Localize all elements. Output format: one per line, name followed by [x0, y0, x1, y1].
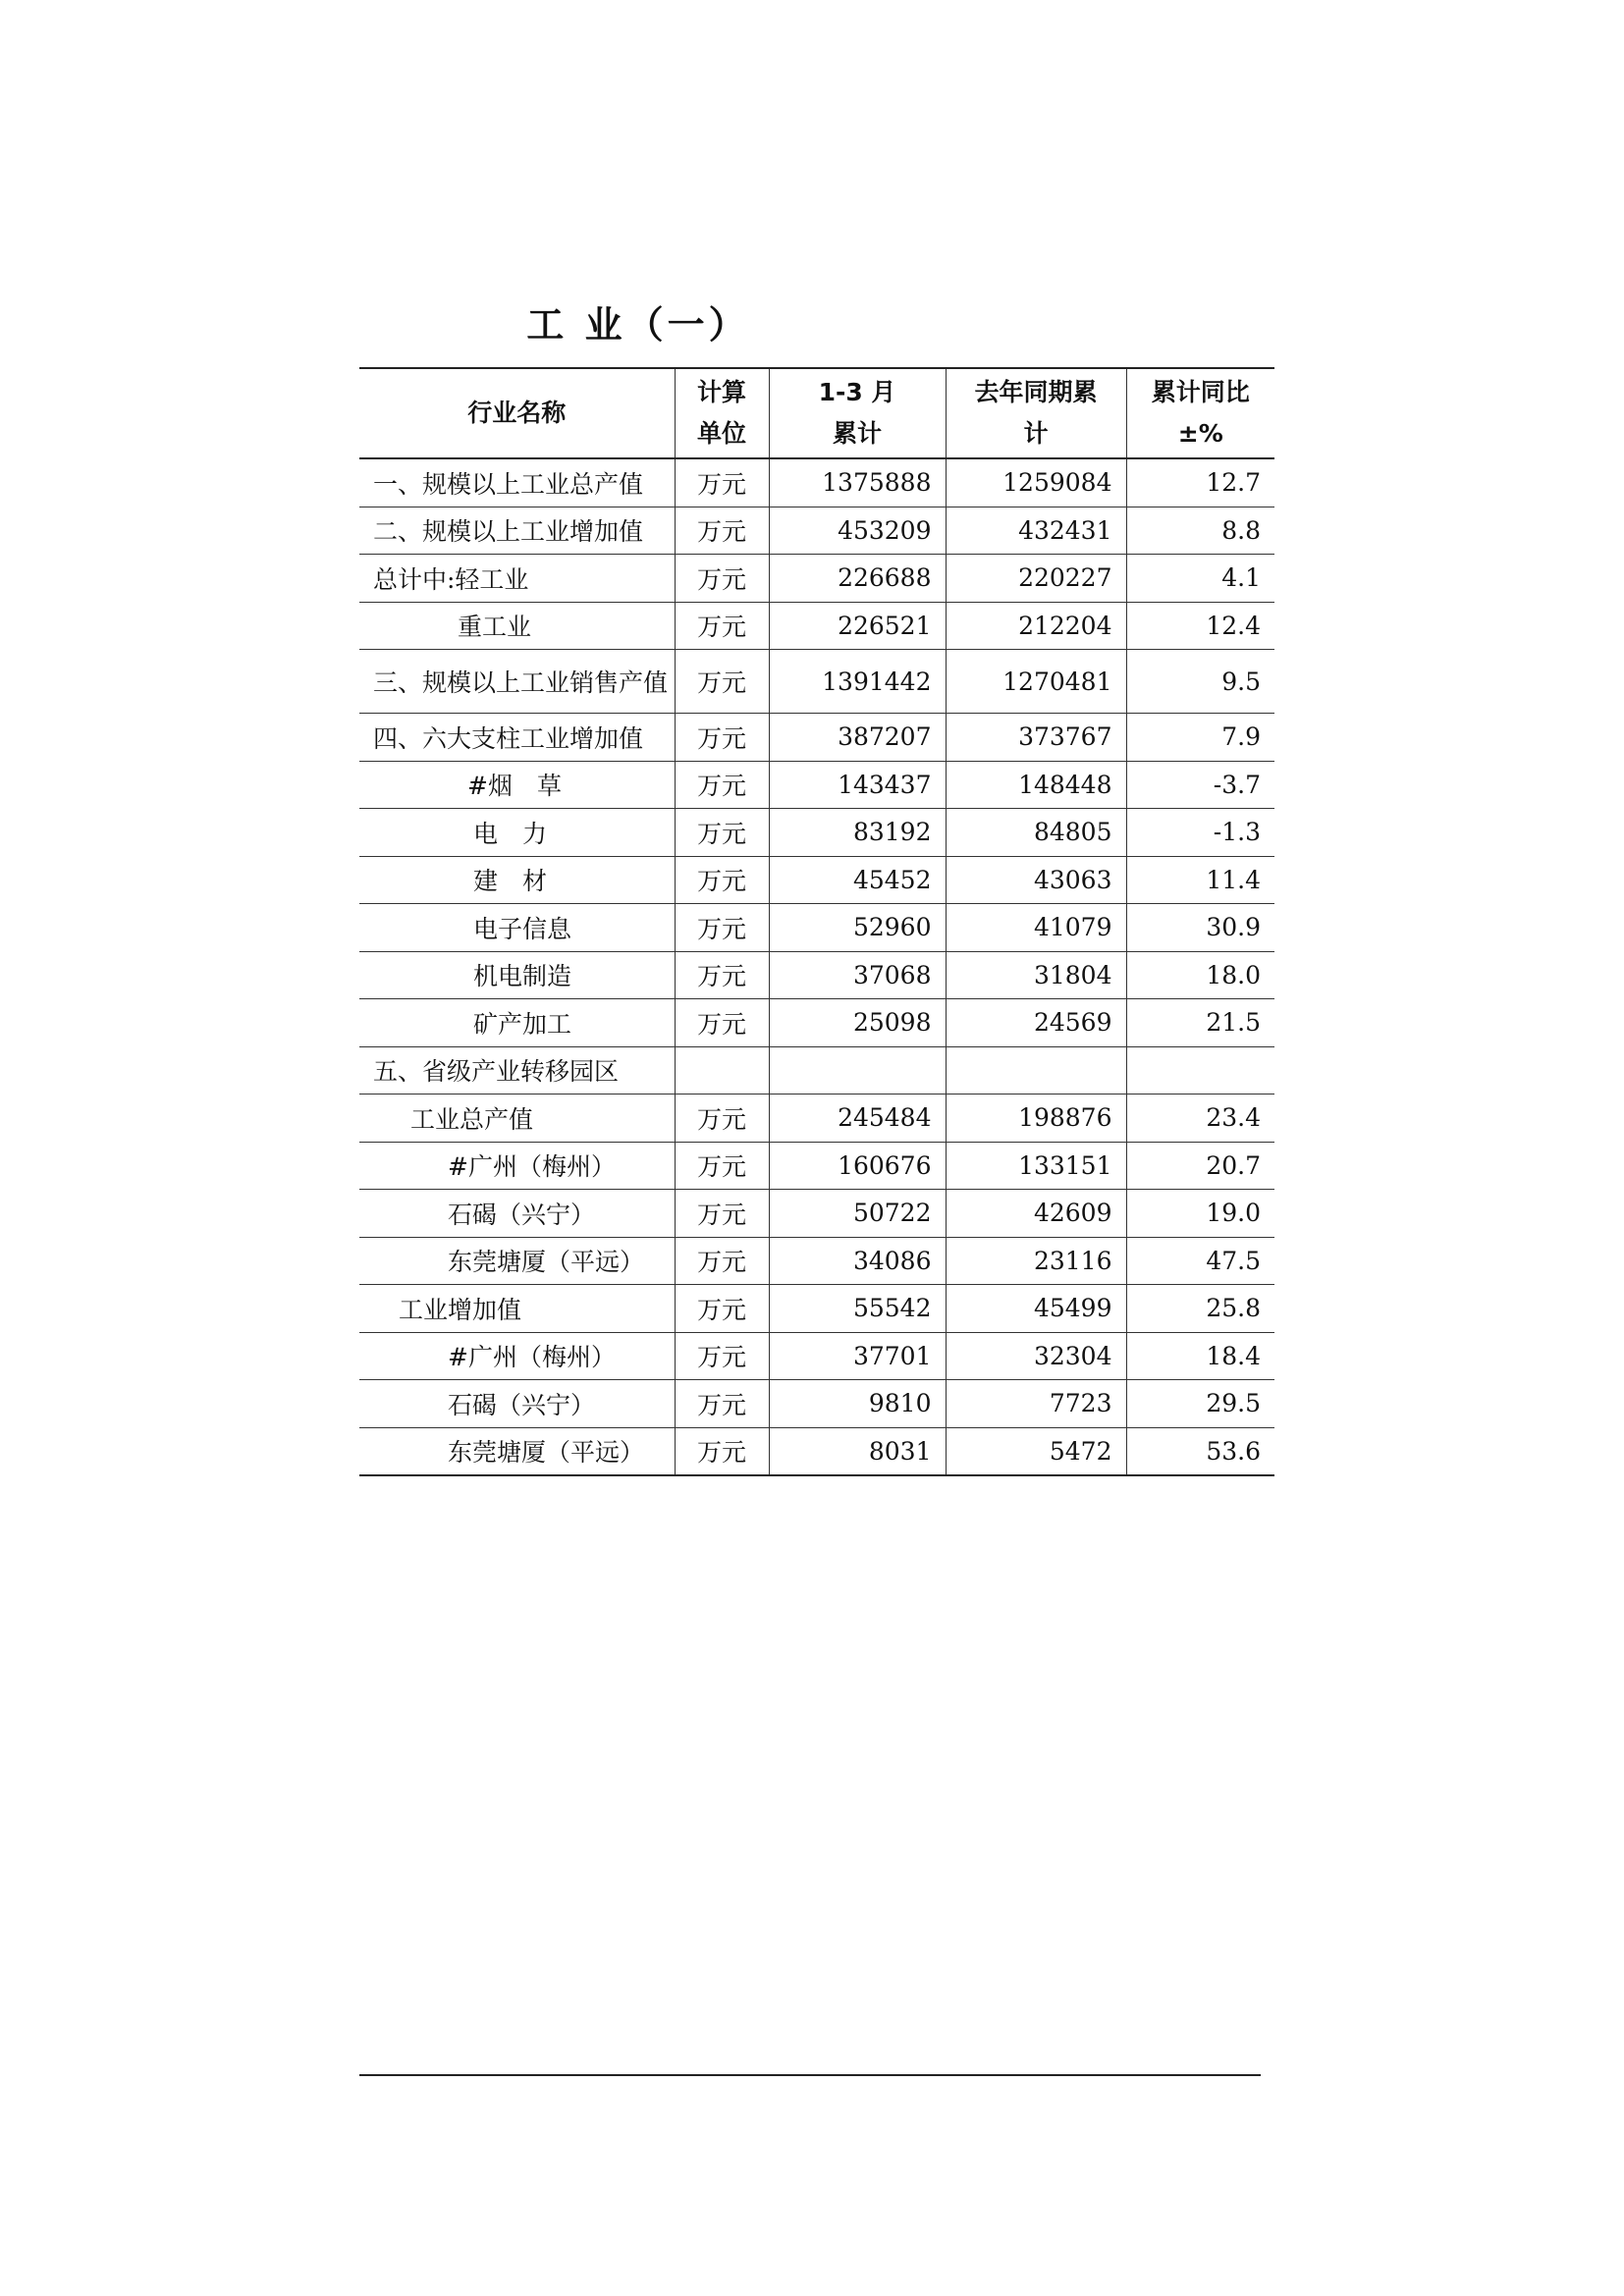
- row-current: 160676: [769, 1142, 946, 1190]
- row-unit: 万元: [675, 904, 769, 952]
- row-current: 1391442: [769, 650, 946, 714]
- table-row: [359, 1046, 1274, 1095]
- row-last-year: 41079: [946, 904, 1126, 952]
- row-unit: 万元: [675, 555, 769, 603]
- row-last-year: 7723: [946, 1380, 1126, 1428]
- row-last-year: 133151: [946, 1142, 1126, 1190]
- header-unit: [675, 368, 769, 458]
- table-row: [359, 1380, 1274, 1428]
- row-unit: 万元: [675, 650, 769, 714]
- row-name: 二、规模以上工业增加值: [359, 507, 675, 555]
- row-last-year: 42609: [946, 1190, 1126, 1238]
- row-current: 25098: [769, 999, 946, 1047]
- header-current-cumulative: [769, 368, 946, 458]
- row-change: 23.4: [1126, 1095, 1274, 1143]
- row-name: #广州（梅州）: [359, 1142, 675, 1190]
- page-title: 工 业（一）: [526, 303, 750, 347]
- row-change: 21.5: [1126, 999, 1274, 1047]
- row-name: 工业总产值: [359, 1095, 675, 1143]
- header-industry-name: [359, 368, 675, 458]
- row-change: 7.9: [1126, 714, 1274, 762]
- row-name: 建 材: [359, 856, 675, 904]
- row-current: 45452: [769, 856, 946, 904]
- row-last-year: 32304: [946, 1332, 1126, 1380]
- row-current: 37701: [769, 1332, 946, 1380]
- row-current: 50722: [769, 1190, 946, 1238]
- row-unit: 万元: [675, 809, 769, 857]
- row-change: 47.5: [1126, 1237, 1274, 1285]
- row-current: 143437: [769, 761, 946, 809]
- row-current: 55542: [769, 1285, 946, 1333]
- table-header-row: [359, 368, 1274, 458]
- header-change-line2: ±%: [1177, 419, 1223, 448]
- table-row: [359, 761, 1274, 809]
- table-row: [359, 714, 1274, 762]
- table-row: [359, 650, 1274, 714]
- header-change-line1: 累计同比: [1151, 378, 1250, 406]
- header-unit-line1: 计算: [696, 378, 746, 406]
- table-row: [359, 1332, 1274, 1380]
- row-unit: 万元: [675, 1142, 769, 1190]
- header-current-line1: 1-3 月: [818, 378, 896, 406]
- row-name: 三、规模以上工业销售产值: [359, 650, 675, 714]
- row-name: 重工业: [359, 602, 675, 650]
- row-last-year: 1259084: [946, 458, 1126, 507]
- row-current: 83192: [769, 809, 946, 857]
- table-row: [359, 809, 1274, 857]
- table-row: [359, 507, 1274, 555]
- row-name: #烟 草: [359, 761, 675, 809]
- footer-divider: [359, 2074, 1261, 2076]
- row-last-year: 1270481: [946, 650, 1126, 714]
- row-current: 245484: [769, 1095, 946, 1143]
- row-name: 四、六大支柱工业增加值: [359, 714, 675, 762]
- row-name: 东莞塘厦（平远）: [359, 1427, 675, 1475]
- row-unit: [675, 1046, 769, 1095]
- table-row: [359, 1190, 1274, 1238]
- row-change: 8.8: [1126, 507, 1274, 555]
- row-name: 电子信息: [359, 904, 675, 952]
- row-last-year: 198876: [946, 1095, 1126, 1143]
- row-name: 电 力: [359, 809, 675, 857]
- table-row: [359, 602, 1274, 650]
- row-unit: 万元: [675, 1237, 769, 1285]
- row-last-year: 432431: [946, 507, 1126, 555]
- row-last-year: 148448: [946, 761, 1126, 809]
- row-change: 12.7: [1126, 458, 1274, 507]
- row-name: 总计中:轻工业: [359, 555, 675, 603]
- row-unit: 万元: [675, 856, 769, 904]
- row-last-year: 23116: [946, 1237, 1126, 1285]
- row-current: 387207: [769, 714, 946, 762]
- row-last-year: 220227: [946, 555, 1126, 603]
- table-row: [359, 856, 1274, 904]
- row-change: [1126, 1046, 1274, 1095]
- table-row: [359, 1095, 1274, 1143]
- table-row: [359, 1142, 1274, 1190]
- header-last-year-line2: 计: [1023, 419, 1049, 448]
- row-last-year: 5472: [946, 1427, 1126, 1475]
- row-change: -1.3: [1126, 809, 1274, 857]
- row-current: [769, 1046, 946, 1095]
- row-current: 453209: [769, 507, 946, 555]
- row-change: 9.5: [1126, 650, 1274, 714]
- header-industry-name-text: 行业名称: [467, 399, 567, 427]
- row-unit: 万元: [675, 1285, 769, 1333]
- row-name: 一、规模以上工业总产值: [359, 458, 675, 507]
- row-unit: 万元: [675, 999, 769, 1047]
- row-unit: 万元: [675, 1427, 769, 1475]
- row-unit: 万元: [675, 507, 769, 555]
- row-unit: 万元: [675, 761, 769, 809]
- row-change: 4.1: [1126, 555, 1274, 603]
- header-last-year-cumulative: [946, 368, 1126, 458]
- row-unit: 万元: [675, 1332, 769, 1380]
- row-name: 石碣（兴宁）: [359, 1380, 675, 1428]
- table-row: [359, 555, 1274, 603]
- row-change: 11.4: [1126, 856, 1274, 904]
- table-row: [359, 999, 1274, 1047]
- row-name: 东莞塘厦（平远）: [359, 1237, 675, 1285]
- row-name: 石碣（兴宁）: [359, 1190, 675, 1238]
- table-row: [359, 458, 1274, 507]
- row-name: 机电制造: [359, 951, 675, 999]
- row-change: 20.7: [1126, 1142, 1274, 1190]
- row-change: 30.9: [1126, 904, 1274, 952]
- row-unit: 万元: [675, 714, 769, 762]
- row-unit: 万元: [675, 951, 769, 999]
- row-change: 29.5: [1126, 1380, 1274, 1428]
- row-unit: 万元: [675, 1380, 769, 1428]
- table-row: [359, 1237, 1274, 1285]
- row-current: 52960: [769, 904, 946, 952]
- row-unit: 万元: [675, 458, 769, 507]
- row-current: 226688: [769, 555, 946, 603]
- row-unit: 万元: [675, 1190, 769, 1238]
- row-unit: 万元: [675, 602, 769, 650]
- table-row: [359, 904, 1274, 952]
- row-change: 18.4: [1126, 1332, 1274, 1380]
- header-last-year-line1: 去年同期累: [974, 378, 1098, 406]
- row-last-year: 373767: [946, 714, 1126, 762]
- row-last-year: 212204: [946, 602, 1126, 650]
- row-current: 9810: [769, 1380, 946, 1428]
- row-last-year: 45499: [946, 1285, 1126, 1333]
- row-change: 18.0: [1126, 951, 1274, 999]
- row-current: 1375888: [769, 458, 946, 507]
- row-name: 工业增加值: [359, 1285, 675, 1333]
- row-change: 53.6: [1126, 1427, 1274, 1475]
- table-row: [359, 951, 1274, 999]
- row-name: 矿产加工: [359, 999, 675, 1047]
- row-current: 226521: [769, 602, 946, 650]
- row-name: #广州（梅州）: [359, 1332, 675, 1380]
- row-name: 五、省级产业转移园区: [359, 1046, 675, 1095]
- row-change: 25.8: [1126, 1285, 1274, 1333]
- header-unit-line2: 单位: [696, 419, 746, 448]
- row-unit: 万元: [675, 1095, 769, 1143]
- row-last-year: 43063: [946, 856, 1126, 904]
- table-row: [359, 1285, 1274, 1333]
- row-current: 34086: [769, 1237, 946, 1285]
- row-current: 37068: [769, 951, 946, 999]
- row-last-year: 84805: [946, 809, 1126, 857]
- industry-stats-table: [359, 367, 1274, 1476]
- table-row: [359, 1427, 1274, 1475]
- row-last-year: 24569: [946, 999, 1126, 1047]
- row-change: -3.7: [1126, 761, 1274, 809]
- row-change: 19.0: [1126, 1190, 1274, 1238]
- row-last-year: [946, 1046, 1126, 1095]
- header-current-line2: 累计: [832, 419, 882, 448]
- header-yoy-change: [1126, 368, 1274, 458]
- row-last-year: 31804: [946, 951, 1126, 999]
- row-current: 8031: [769, 1427, 946, 1475]
- row-change: 12.4: [1126, 602, 1274, 650]
